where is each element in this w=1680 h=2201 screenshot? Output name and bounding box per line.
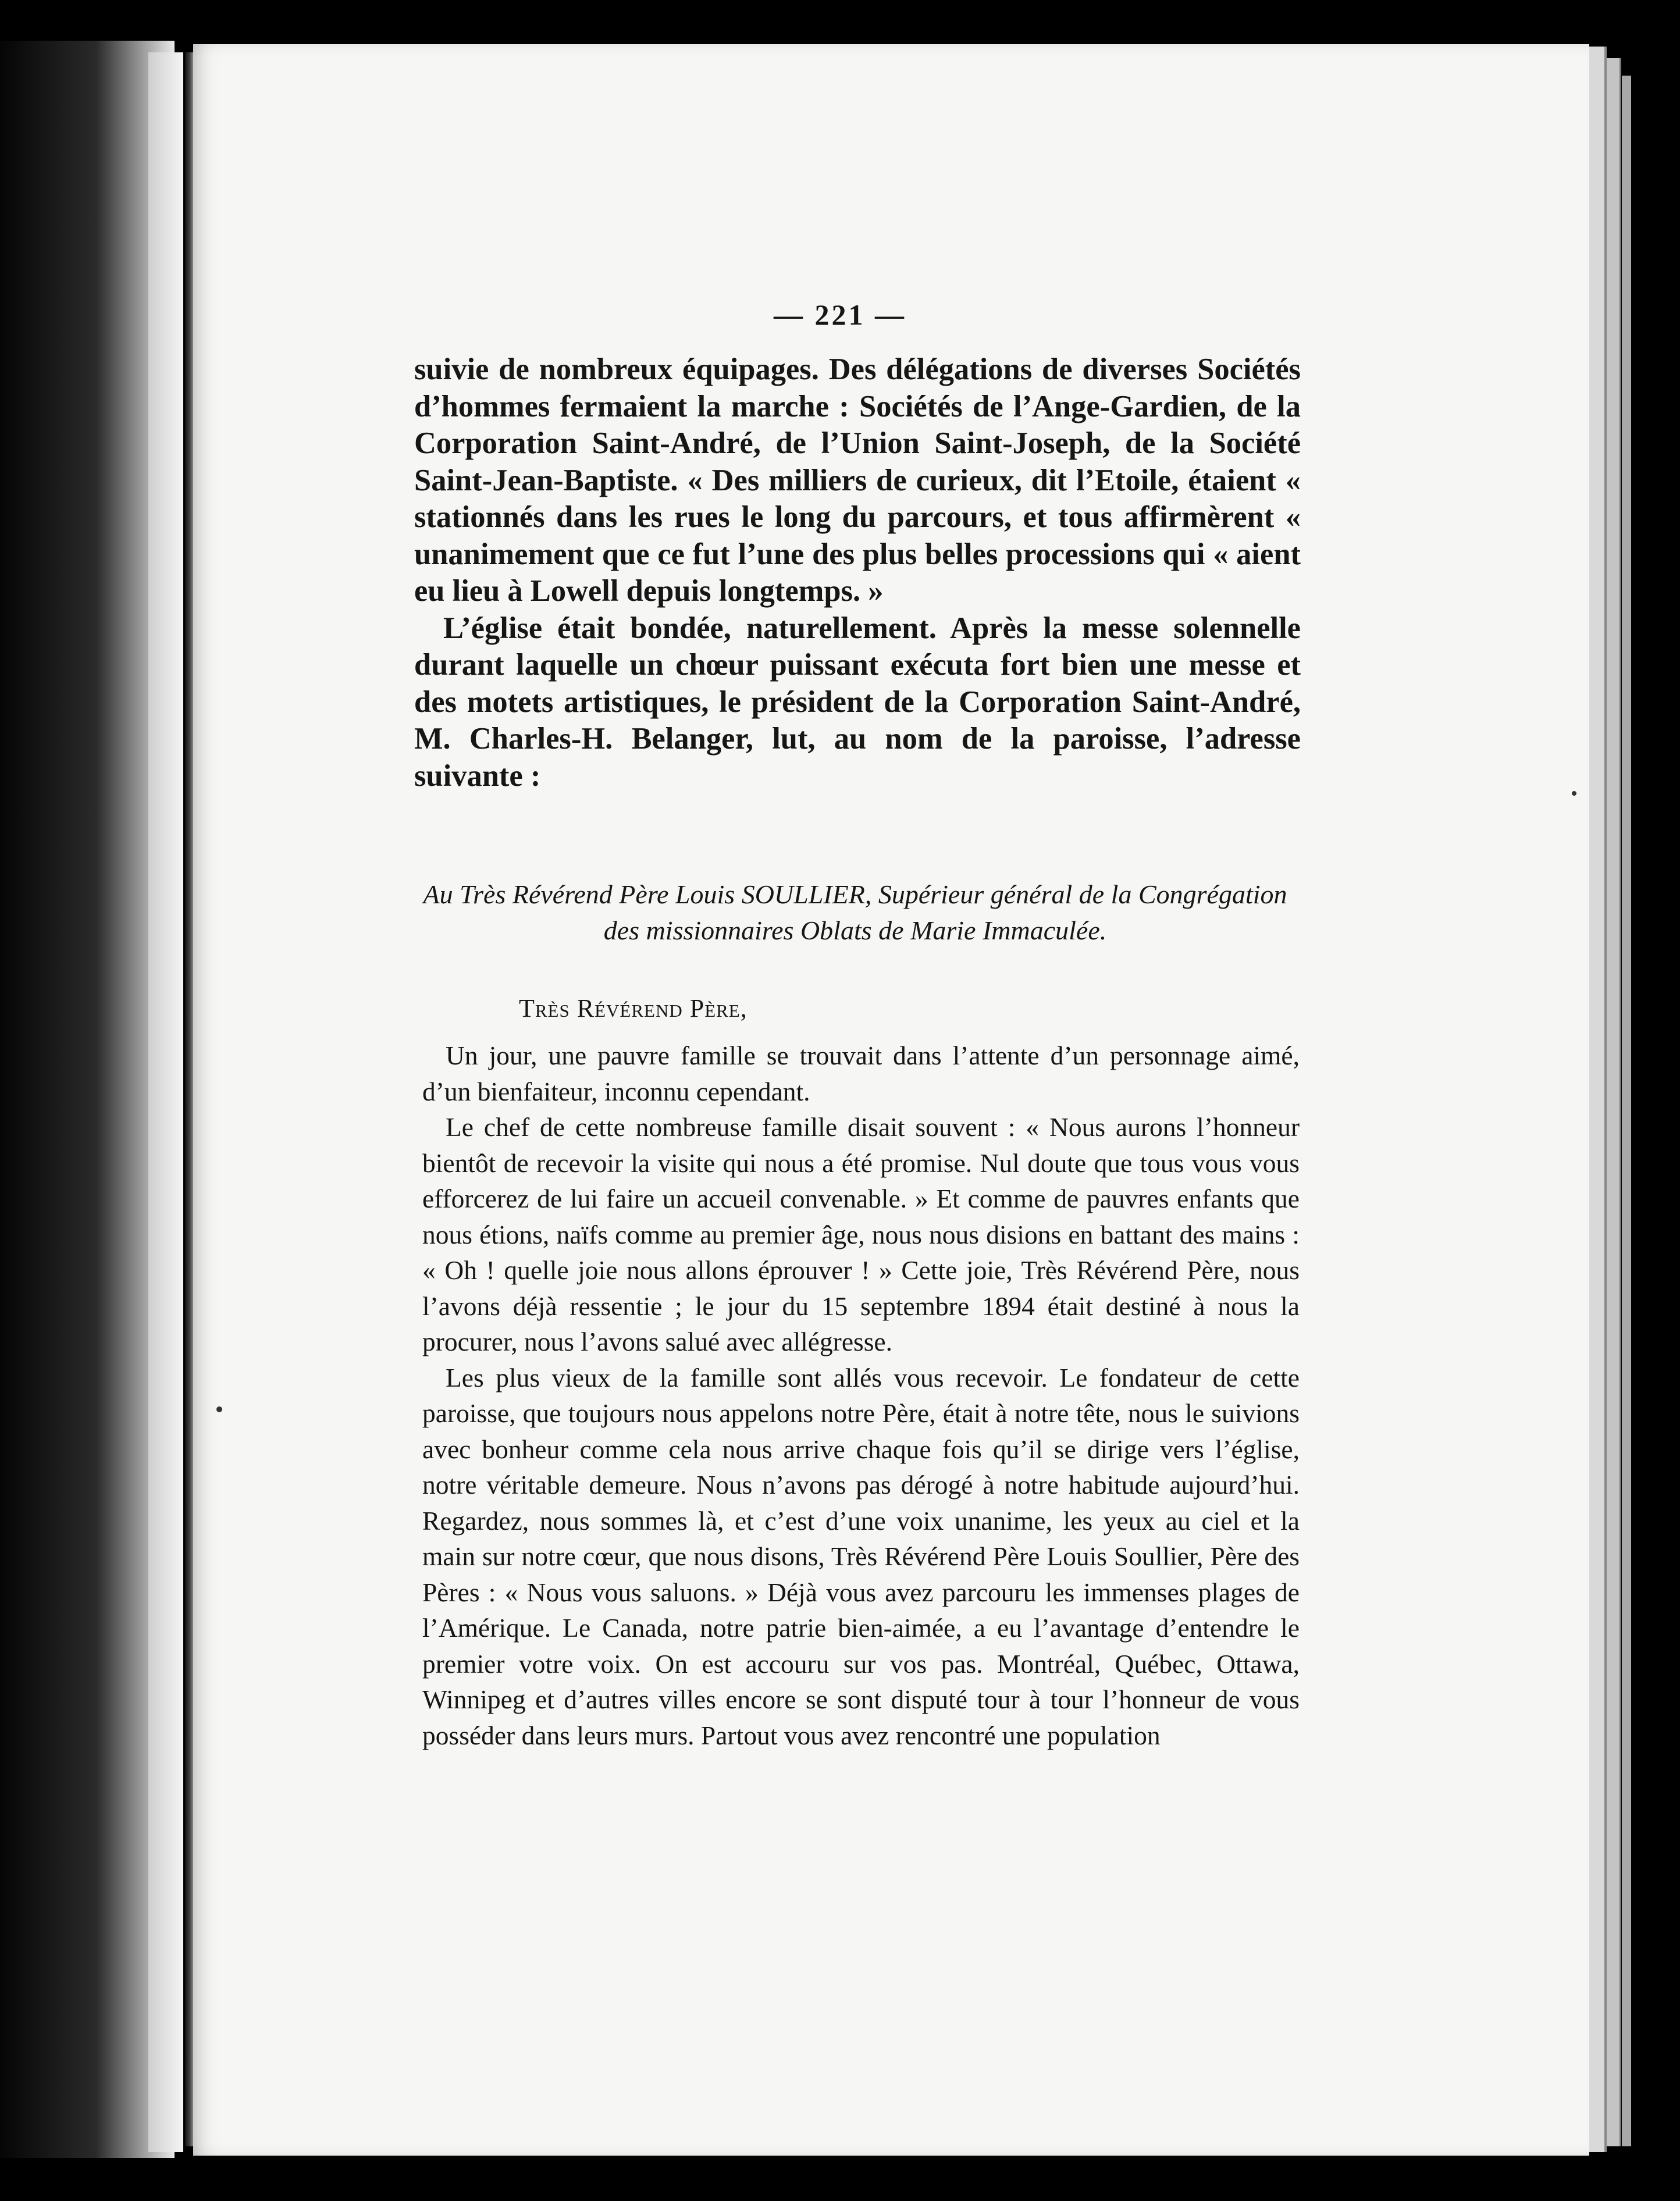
letter-text [422, 1038, 1300, 1753]
page-stack-edge [1622, 76, 1631, 2146]
body-text [414, 351, 1301, 795]
page-stack-edge [1589, 47, 1607, 2152]
scan-speck [1572, 791, 1576, 796]
page-number: — 221 — [774, 298, 906, 331]
scan-speck [216, 1406, 222, 1412]
page-stack-edge [1607, 58, 1621, 2146]
body-paragraph-2: L’église était bondée, naturellement. Après la messe solennelle durant laquelle un chœur puissant exécuta fort bien une messe et des motets artistiques, le président de la Corporation Saint-André, M. Charles-H. Belanger, lut, au nom de la paroisse, l’adresse suivante : [414, 611, 1301, 793]
body-paragraph-1: suivie de nombreux équipages. Des délégations de diverses Sociétés d’hommes fermaient la marche : Sociétés de l’Ange-Gardien, de la Corporation Saint-André, de l’Union Saint-Joseph, de la Société Saint-Jean-Baptiste. « Des milliers de curieux, dit l’Etoile, étaient « stationnés dans les rues le long du parcours, et tous affirmèrent « unanimement que ce fut l’une des plus belles processions qui « aient eu lieu à Lowell depuis longtemps. » [414, 352, 1301, 608]
dedication-heading: Au Très Révérend Père Louis SOULLIER, Supérieur général de la Congrégation des missionnaires Oblats de Marie Immaculée. [423, 879, 1287, 945]
letter-paragraph-1: Un jour, une pauvre famille se trouvait dans l’attente d’un personnage aimé, d’un bienfaiteur, inconnu cependant. [422, 1041, 1300, 1106]
salutation: Très Révérend Père, [519, 994, 748, 1023]
book-binding [185, 52, 193, 2146]
letter-paragraph-3: Les plus vieux de la famille sont allés vous recevoir. Le fondateur de cette paroisse, que toujours nous appelons notre Père, était à notre tête, nous le suivions avec bonheur comme cela nous arrive chaque fois qu’il se dirige vers l’église, notre véritable demeure. Nous n’avons pas dérogé à notre habitude aujourd’hui. Regardez, nous sommes là, et c’est d’une voix unanime, les yeux au ciel et la main sur notre cœur, que nous disons, Très Révérend Père Louis Soullier, Père des Pères : « Nous vous saluons. » Déjà vous avez parcouru les immenses plages de l’Amérique. Le Canada, notre patrie bien-aimée, a eu l’avantage d’entendre le premier votre voix. On est accouru sur vos pas. Montréal, Québec, Ottawa, Winnipeg et d’autres villes encore se sont disputé tour à tour l’honneur de vous posséder dans leurs murs. Partout vous avez rencontré une population [422, 1362, 1300, 1750]
letter-paragraph-2: Le chef de cette nombreuse famille disait souvent : « Nous aurons l’honneur bientôt de recevoir la visite qui nous a été promise. Nul doute que tous vous vous efforcerez de lui faire un accueil convenable. » Et comme de pauvres enfants que nous étions, naïfs comme au premier âge, nous nous disions en battant des mains : « Oh ! quelle joie nous allons éprouver ! » Cette joie, Très Révérend Père, nous l’avons déjà ressentie ; le jour du 15 septembre 1894 était destiné à nous la procurer, nous l’avons salué avec allégresse. [422, 1112, 1300, 1356]
left-page-sliver [148, 52, 183, 2152]
